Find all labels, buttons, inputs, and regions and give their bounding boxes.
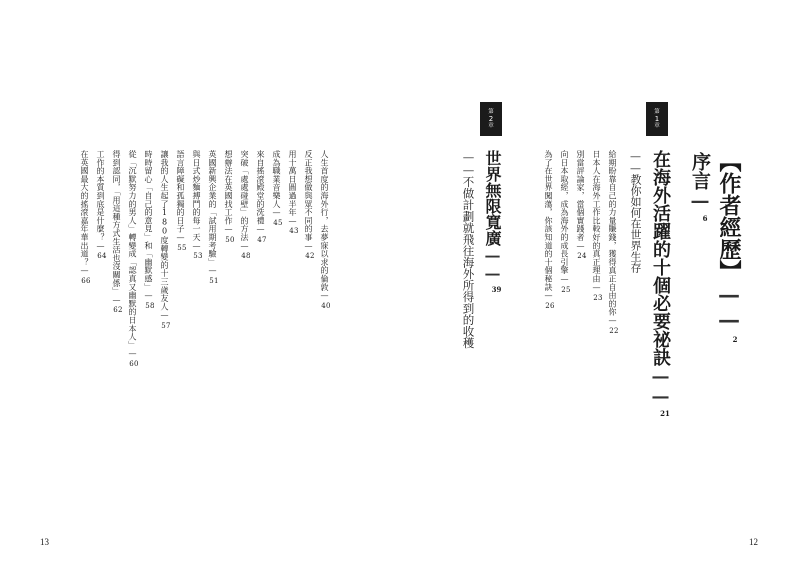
chapter2-entry-page: 45: [273, 219, 283, 228]
chapter2-entry: 時時留心「自己的意見」和「幽默感」—58: [144, 150, 155, 311]
chapter1-title-page: 21: [660, 409, 670, 418]
chapter1-entry-page: 23: [593, 293, 603, 302]
chapter1-entry-text: 給期盼靠自己的力量賺錢，獲得真正自由的你: [608, 150, 617, 316]
chapter1-label-bottom: 章: [654, 122, 660, 129]
chapter2-entry-text: 工作的本質到底是什麼？: [96, 150, 105, 242]
preface-page: 6: [702, 214, 708, 223]
chapter1-entry: 向日本取經，成為海外的成長引擎—25: [560, 150, 571, 294]
chapter2-entry-page: 43: [289, 227, 299, 236]
author-title-heading: 【作者經歷】——2: [716, 150, 742, 344]
chapter1-label-top: 第: [654, 108, 660, 115]
chapter1-entry-page: 22: [609, 327, 619, 335]
chapter1-entry-text: 為了在世界闖蕩，你該知道的十個秘訣: [544, 150, 553, 292]
chapter2-entry-page: 47: [257, 235, 267, 244]
chapter2-entry: 語言障礙和孤獨的日子—55: [176, 150, 187, 252]
chapter2-entry-text: 用十萬日圓過半年: [288, 150, 297, 217]
chapter2-entry: 人生首度的海外行，去夢寐以求的倫敦—40: [320, 150, 331, 311]
chapter2-entry: 用十萬日圓過半年—43: [288, 150, 299, 236]
chapter2-entry: 從「沉默努力的男人」轉變成「認真又幽默的日本人」—60: [128, 150, 139, 369]
chapter2-entry-page: 57: [161, 321, 171, 330]
chapter1-entry: 日本人在海外工作比較好的真正理由—23: [592, 150, 603, 302]
chapter1-title: 在海外活躍的十個必要祕訣——21: [650, 150, 671, 418]
chapter2-entry-page: 60: [129, 360, 139, 369]
chapter1-entry-text: 日本人在海外工作比較好的真正理由: [592, 150, 601, 283]
chapter1-entry: 別當評論家，當個實踐者—24: [576, 150, 587, 261]
chapter1-subtitle: ——教你如何在世界生存: [629, 150, 642, 273]
chapter2-entry-page: 53: [193, 252, 203, 261]
chapter2-entry-page: 66: [81, 277, 91, 286]
chapter1-entry-page: 25: [561, 285, 571, 294]
chapter2-entry: 成為職業音樂人—45: [272, 150, 283, 228]
chapter1-entry: 為了在世界闖蕩，你該知道的十個秘訣—26: [544, 150, 555, 311]
chapter2-entry: 英國新興企業的「試用期考驗」—51: [208, 150, 219, 286]
chapter2-entry-page: 55: [177, 244, 187, 252]
chapter1-entry-page: 24: [577, 252, 587, 261]
chapter2-subtitle: ——不做計劃就飛往海外所得到的收穫: [461, 150, 476, 349]
chapter2-entry: 在英國最大的搖滾嘉年華出道？—66: [80, 150, 91, 286]
chapter2-label-bottom: 章: [488, 122, 494, 129]
chapter2-entry: 來自搖滾殿堂的洗禮—47: [256, 150, 267, 244]
chapter2-entry-text: 語言障礙和孤獨的日子: [176, 150, 185, 233]
chapter2-label: [480, 102, 502, 136]
chapter2-entry-text: 讓我的人生起了180度轉變的十三歲友人: [160, 150, 169, 311]
chapter2-entry-page: 58: [145, 302, 155, 311]
chapter2-entry-page: 62: [113, 306, 123, 315]
chapter2-subtitle-text: 不做計劃就飛往海外所得到的收穫: [461, 176, 476, 349]
left-page-number: 13: [40, 537, 49, 547]
chapter2-entry: 與日式炒麵搏鬥的每一天—53: [192, 150, 203, 261]
chapter2-entry-text: 反正我想做與眾不同的事: [304, 150, 313, 242]
chapter1-label-num: 1: [654, 114, 660, 123]
chapter1-subtitle-text: 教你如何在世界生存: [629, 174, 642, 273]
right-page-number: 12: [749, 537, 758, 547]
chapter1-entry-text: 別當評論家，當個實踐者: [576, 150, 585, 242]
chapter2-entry: 讓我的人生起了180度轉變的十三歲友人—57: [160, 150, 171, 330]
chapter2-entry-text: 想辦法在英國找工作: [224, 150, 233, 225]
chapter2-entry: 突破「處處碰壁」的方法—48: [240, 150, 251, 261]
chapter1-label: [646, 102, 668, 136]
chapter2-entry-text: 與日式炒麵搏鬥的每一天: [192, 150, 201, 242]
chapter2-entry: 想辦法在英國找工作—50: [224, 150, 235, 244]
chapter2-entry-text: 得到認同，「用這種方式生活也沒關係」: [112, 150, 121, 296]
chapter2-entry-page: 51: [209, 277, 219, 286]
chapter2-entry-text: 成為職業音樂人: [272, 150, 281, 209]
chapter2-entry-page: 50: [225, 235, 235, 244]
chapter2-entry-page: 48: [241, 252, 251, 261]
chapter1-entry-text: 向日本取經，成為海外的成長引擎: [560, 150, 569, 275]
chapter2-title-page: 39: [491, 285, 502, 294]
chapter2-entry-text: 時時留心「自己的意見」和「幽默感」: [144, 150, 153, 292]
chapter2-label-top: 第: [488, 108, 494, 115]
chapter2-entry-text: 人生首度的海外行，去夢寐以求的倫敦: [320, 150, 329, 292]
chapter2-entry: 反正我想做與眾不同的事—42: [304, 150, 315, 261]
chapter2-entry: 得到認同，「用這種方式生活也沒關係」—62: [112, 150, 123, 315]
chapter2-entry-page: 42: [305, 252, 315, 261]
chapter2-entry-text: 來自搖滾殿堂的洗禮: [256, 150, 265, 225]
chapter2-entry-page: 64: [97, 252, 107, 261]
chapter2-entry: 工作的本質到底是什麼？—64: [96, 150, 107, 261]
chapter2-label-num: 2: [488, 114, 494, 123]
chapter1-entry: 給期盼靠自己的力量賺錢，獲得真正自由的你—22: [608, 150, 619, 335]
preface-text: 序言: [689, 152, 711, 190]
chapter2-title-text: 世界無限寬廣: [483, 150, 502, 246]
chapter1-title-text: 在海外活躍的十個必要祕訣: [650, 150, 671, 366]
chapter1-entry-page: 26: [545, 302, 555, 311]
author-title-page: 2: [732, 335, 738, 344]
chapter2-entry-text: 英國新興企業的「試用期考驗」: [208, 150, 217, 267]
chapter2-entry-text: 突破「處處碰壁」的方法: [240, 150, 249, 242]
preface-heading: 序言—6: [689, 152, 711, 223]
chapter2-entry-text: 在英國最大的搖滾嘉年華出道？: [80, 150, 89, 267]
author-title-text: 【作者經歷】: [716, 150, 742, 282]
chapter2-entry-page: 40: [321, 302, 331, 311]
chapter2-title: 世界無限寬廣——39: [483, 150, 502, 294]
chapter2-entry-text: 從「沉默努力的男人」轉變成「認真又幽默的日本人」: [128, 150, 137, 350]
